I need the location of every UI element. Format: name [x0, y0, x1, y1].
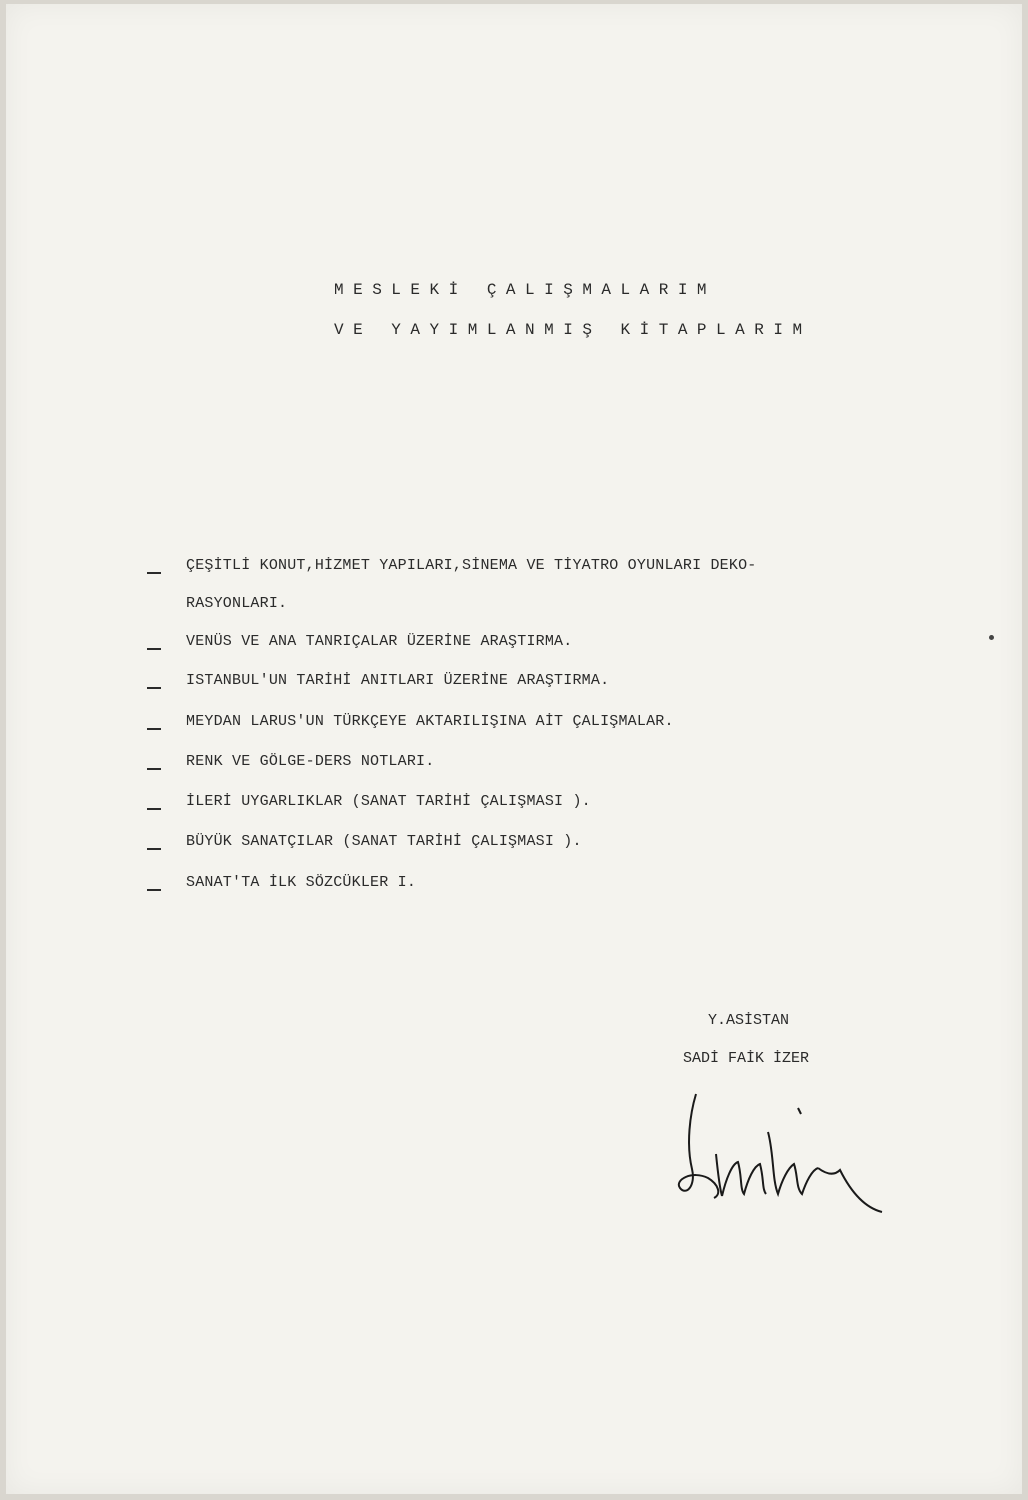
list-dash — [147, 687, 161, 689]
header-line-1: MESLEKİ ÇALIŞMALARIM — [334, 281, 717, 299]
list-dash — [147, 889, 161, 891]
list-item-text: VENÜS VE ANA TANRIÇALAR ÜZERİNE ARAŞTIRMA. — [186, 633, 573, 650]
list-dash — [147, 848, 161, 850]
list-dash — [147, 648, 161, 650]
document-page — [6, 4, 1022, 1494]
list-item-text: RENK VE GÖLGE-DERS NOTLARI. — [186, 753, 435, 770]
header-line-2: VE YAYIMLANMIŞ KİTAPLARIM — [334, 321, 812, 339]
list-dash — [147, 808, 161, 810]
list-item-text: ÇEŞİTLİ KONUT,HİZMET YAPILARI,SİNEMA VE TİYATRO OYUNLARI DEKO- — [186, 557, 757, 574]
list-dash — [147, 728, 161, 730]
list-item-text: SANAT'TA İLK SÖZCÜKLER I. — [186, 874, 417, 891]
list-item-text: ISTANBUL'UN TARİHİ ANITLARI ÜZERİNE ARAŞTIRMA. — [186, 672, 610, 689]
handwritten-signature — [656, 1084, 896, 1224]
list-dash — [147, 768, 161, 770]
list-item-text: BÜYÜK SANATÇILAR (SANAT TARİHİ ÇALIŞMASI ). — [186, 833, 582, 850]
list-item-text: RASYONLARI. — [186, 595, 288, 612]
list-item-text: İLERİ UYGARLIKLAR (SANAT TARİHİ ÇALIŞMASI ). — [186, 793, 591, 810]
stray-mark — [989, 635, 994, 640]
list-item-text: MEYDAN LARUS'UN TÜRKÇEYE AKTARILIŞINA AİT ÇALIŞMALAR. — [186, 713, 674, 730]
signature-title: Y.ASİSTAN — [708, 1012, 790, 1029]
list-dash — [147, 572, 161, 574]
signature-name: SADİ FAİK İZER — [683, 1050, 810, 1067]
